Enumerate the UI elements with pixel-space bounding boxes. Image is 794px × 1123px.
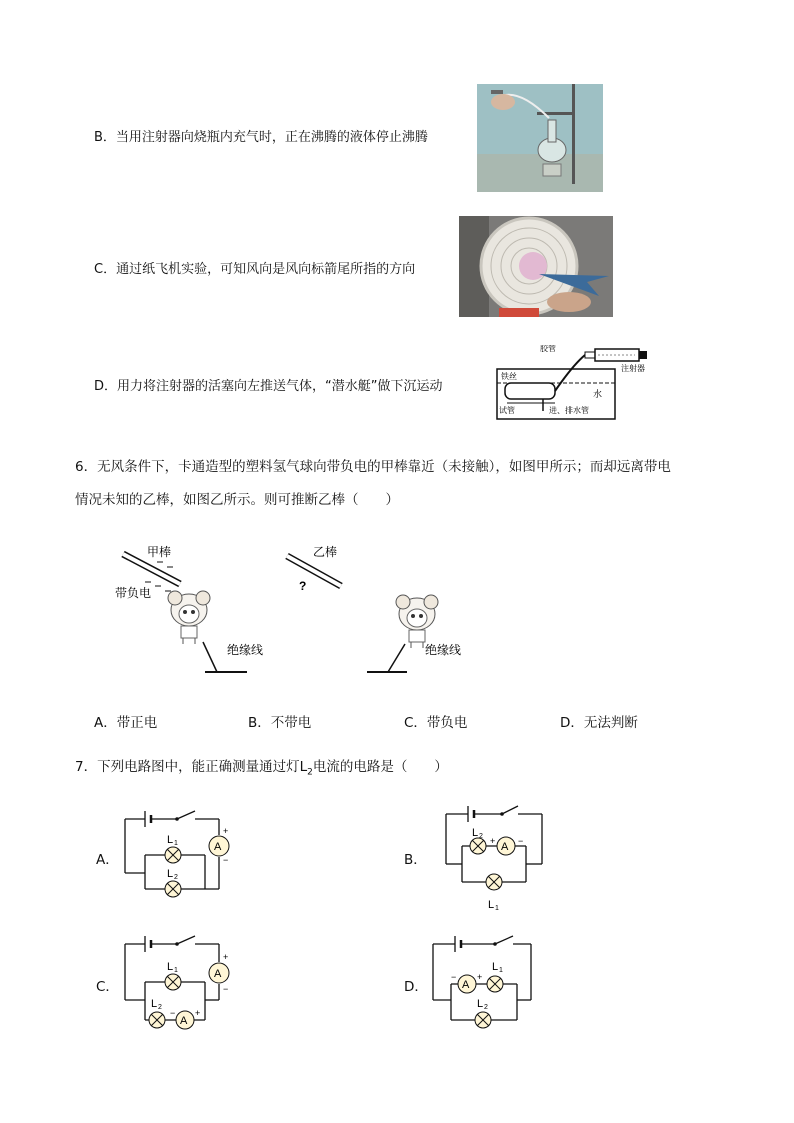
circuit-d-letter: D． bbox=[404, 979, 428, 995]
svg-text:−: − bbox=[170, 1008, 176, 1018]
svg-text:+: + bbox=[195, 1008, 201, 1018]
balloon-sheep-icon bbox=[396, 595, 438, 648]
unknown-charge-mark: ? bbox=[299, 579, 307, 593]
svg-text:1: 1 bbox=[499, 967, 503, 974]
svg-text:L: L bbox=[472, 827, 479, 839]
circuit-d bbox=[425, 930, 545, 1034]
svg-text:1: 1 bbox=[495, 905, 499, 912]
label-wire: 铁丝 bbox=[501, 372, 517, 381]
svg-text:1: 1 bbox=[174, 840, 178, 847]
svg-text:+: + bbox=[477, 972, 483, 982]
q6-stem-line2: 情况未知的乙棒，如图乙所示。则可推断乙棒（ ） bbox=[75, 492, 399, 508]
label-tube: 胶管 bbox=[540, 345, 556, 353]
q5-option-b: B．当用注射器向烧瓶内充气时，正在沸腾的液体停止沸腾 bbox=[94, 130, 428, 145]
svg-text:−: − bbox=[518, 836, 524, 846]
q6-stem-line1: 6．无风条件下，卡通造型的塑料氢气球向带负电的甲棒靠近（未接触），如图甲所示；而却远离带电 bbox=[75, 459, 671, 475]
q7-stem: 7．下列电路图中，能正确测量通过灯$L_2$电流的电路是（ ） bbox=[75, 759, 448, 778]
label-in-out-pipe: 进、排水管 bbox=[549, 406, 589, 415]
svg-text:1: 1 bbox=[174, 967, 178, 974]
svg-text:A: A bbox=[214, 841, 222, 853]
svg-text:2: 2 bbox=[484, 1004, 488, 1011]
rod-a-label: 甲棒 bbox=[147, 545, 172, 559]
svg-text:A: A bbox=[180, 1015, 188, 1027]
q6-option-d: D．无法判断 bbox=[560, 715, 638, 731]
balloon-sheep-icon bbox=[168, 591, 210, 644]
label-test-tube: 试管 bbox=[499, 406, 515, 415]
svg-text:L: L bbox=[151, 998, 158, 1010]
circuit-a bbox=[115, 805, 245, 905]
svg-text:L: L bbox=[167, 868, 174, 880]
svg-text:+: + bbox=[223, 952, 229, 962]
svg-text:2: 2 bbox=[174, 874, 178, 881]
svg-text:L: L bbox=[167, 961, 174, 973]
svg-text:2: 2 bbox=[158, 1004, 162, 1011]
q5-option-d: D．用力将注射器的活塞向左推送气体，“潜水艇”做下沉运动 bbox=[94, 379, 443, 394]
string-label-b: 绝缘线 bbox=[425, 643, 462, 657]
svg-text:A: A bbox=[214, 968, 222, 980]
svg-text:−: − bbox=[223, 855, 229, 865]
circuit-b bbox=[440, 798, 550, 916]
svg-text:+: + bbox=[490, 836, 496, 846]
circuit-c-letter: C． bbox=[96, 979, 119, 995]
circuit-a-letter: A． bbox=[96, 852, 119, 868]
svg-text:L: L bbox=[477, 998, 484, 1010]
svg-text:2: 2 bbox=[479, 833, 483, 840]
rod-b-label: 乙棒 bbox=[313, 545, 338, 559]
q5-option-c: C．通过纸飞机实验，可知风向是风向标箭尾所指的方向 bbox=[94, 262, 416, 277]
submarine-figure bbox=[493, 345, 653, 421]
q6-figure bbox=[105, 538, 475, 678]
q6-option-c: C．带负电 bbox=[404, 715, 468, 731]
q6-option-a: A．带正电 bbox=[94, 715, 158, 731]
q6-option-b: B．不带电 bbox=[248, 715, 312, 731]
svg-text:A: A bbox=[462, 979, 470, 991]
svg-text:+: + bbox=[223, 826, 229, 836]
label-syringe: 注射器 bbox=[621, 364, 645, 373]
label-water: 水 bbox=[593, 389, 603, 399]
svg-text:−: − bbox=[223, 984, 229, 994]
svg-text:L: L bbox=[492, 961, 499, 973]
svg-text:L: L bbox=[488, 899, 495, 911]
negative-label: 带负电 bbox=[115, 586, 152, 600]
string-label-a: 绝缘线 bbox=[227, 643, 264, 657]
boiling-flask-photo bbox=[477, 84, 603, 192]
svg-text:L: L bbox=[167, 834, 174, 846]
svg-text:A: A bbox=[501, 841, 509, 853]
svg-text:−: − bbox=[451, 972, 457, 982]
circuit-b-letter: B． bbox=[404, 852, 427, 868]
circuit-c bbox=[115, 930, 245, 1034]
fan-photo bbox=[459, 216, 613, 317]
